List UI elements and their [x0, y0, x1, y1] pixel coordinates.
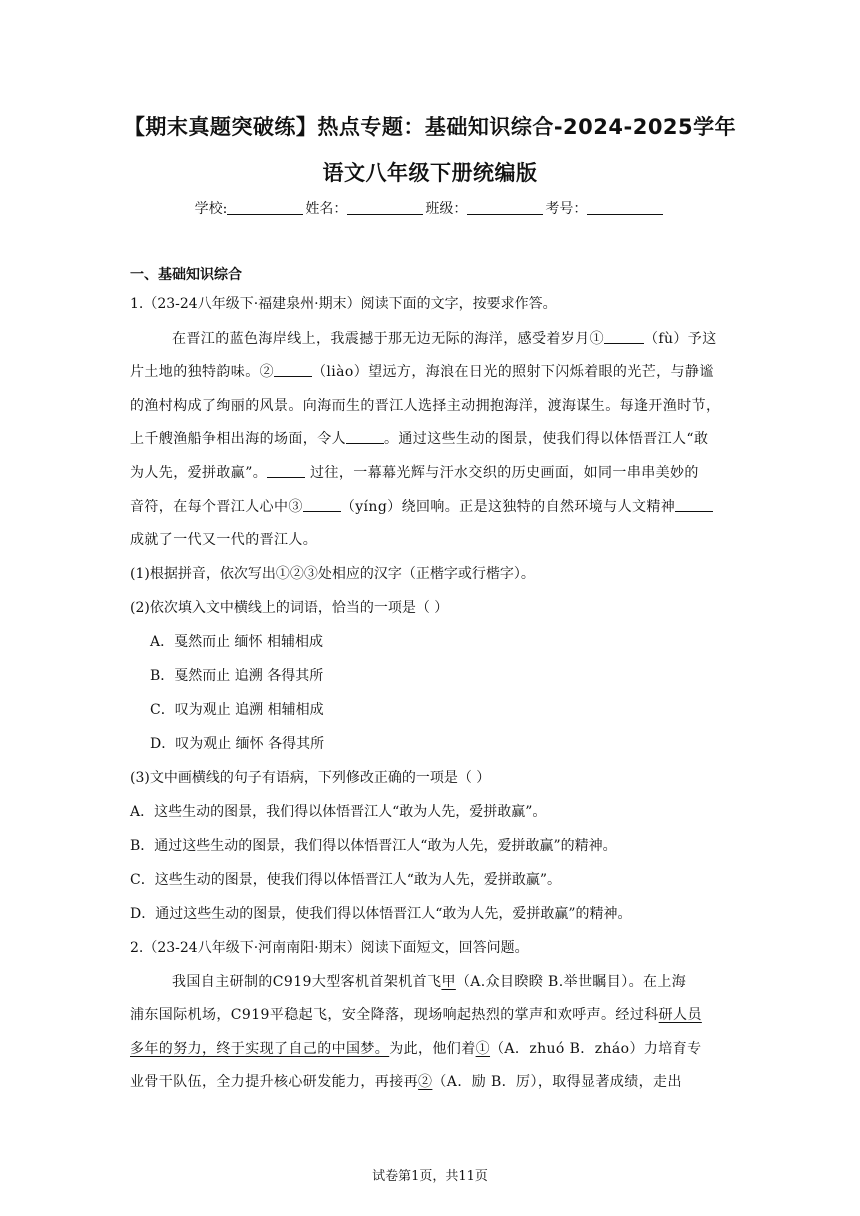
blank-fill: [267, 464, 305, 478]
q1-option-c: C．叹为观止 追溯 相辅相成: [150, 702, 324, 718]
text-span: 上千艘渔船争相出海的场面，令人: [130, 431, 346, 447]
q1-passage-line: [130, 428, 730, 448]
school-blank[interactable]: [227, 200, 303, 215]
underlined-sentence: 研人员: [658, 1007, 702, 1023]
text-span: （liào）望远方，海浪在日光的照射下闪烁着眼的光芒，与静谧: [312, 364, 714, 380]
q1-sub3-option-a: A．这些生动的图景，我们得以体悟晋江人“敢为人先，爱拼敢赢”。: [130, 804, 547, 820]
mark-jia: 甲: [441, 974, 456, 990]
underlined-sentence: 多年的努力，终于实现了自己的中国梦。: [130, 1041, 390, 1057]
q1-passage-line: [130, 361, 730, 381]
exam-title-line2: 语文八年级下册统编版: [322, 161, 538, 185]
blank-fill: [346, 430, 384, 444]
text-span: （fù）予这: [644, 331, 717, 347]
q1-passage-line: [172, 328, 772, 348]
mark-1: ①: [475, 1041, 491, 1057]
q1-sub3-option-b: B．通过这些生动的图景，我们得以体悟晋江人“敢为人先，爱拼敢赢”的精神。: [130, 838, 617, 854]
blank-1: [604, 330, 644, 344]
blank-fill: [675, 498, 713, 512]
q1-passage-line: 的渔村构成了绚丽的风景。向海而生的晋江人选择主动拥抱海洋，渡海谋生。每逢开渔时节，: [130, 398, 721, 414]
q2-passage-line: [130, 1004, 730, 1024]
q2-passage-line: [130, 1071, 730, 1091]
q2-stem: 2.（23-24八年级下·河南南阳·期末）阅读下面短文，回答问题。: [130, 940, 529, 956]
class-blank[interactable]: [467, 200, 543, 215]
q1-sub3-option-d: D．通过这些生动的图景，使我们得以体悟晋江人“敢为人先，爱拼敢赢”的精神。: [130, 906, 632, 922]
text-span: 浦东国际机场，C919平稳起飞，安全降落，现场响起热烈的掌声和欢呼声。经过科: [130, 1007, 659, 1023]
q1-stem: 1.（23-24八年级下·福建泉州·期末）阅读下面的文字，按要求作答。: [130, 296, 557, 312]
text-span: 音符，在每个晋江人心中③: [130, 499, 303, 515]
exam-no-label: 考号：: [545, 201, 588, 217]
exam-no-blank[interactable]: [587, 200, 663, 215]
text-span: 为此，他们着: [389, 1041, 476, 1057]
student-info-row: [0, 198, 860, 218]
text-span: 业骨干队伍，全力提升核心研发能力，再接再: [130, 1074, 418, 1090]
q1-sub1: (1)根据拼音，依次写出①②③处相应的汉字（正楷字或行楷字）。: [130, 566, 535, 582]
q1-sub2: (2)依次填入文中横线上的词语，恰当的一项是（ ）: [130, 600, 449, 616]
text-span: （A.众目睽睽 B.举世瞩目）。在上海: [455, 974, 687, 990]
class-label: 班级：: [425, 201, 468, 217]
text-span: （yíng）绕回响。正是这独特的自然环境与人文精神: [340, 499, 676, 515]
page-footer: 试卷第1页，共11页: [372, 1169, 488, 1184]
q2-passage-line: [172, 971, 772, 991]
q1-passage-line: [130, 462, 730, 482]
q1-sub3-option-c: C．这些生动的图景，使我们得以体悟晋江人“敢为人先，爱拼敢赢”。: [130, 872, 562, 888]
q2-passage-line: [130, 1038, 730, 1058]
mark-2: ②: [418, 1074, 433, 1090]
q1-passage-line: [130, 496, 730, 516]
text-span: 片土地的独特韵味。②: [130, 364, 274, 380]
q1-passage-line: 成就了一代又一代的晋江人。: [130, 532, 318, 548]
q1-option-b: B．戛然而止 追溯 各得其所: [150, 668, 324, 684]
text-span: 我国自主研制的C919大型客机首架机首飞: [172, 974, 442, 990]
q1-option-d: D．叹为观止 缅怀 各得其所: [150, 736, 325, 752]
exam-title-line1: 【期末真题突破练】热点专题：基础知识综合-2024-2025学年: [123, 115, 737, 139]
blank-3: [303, 498, 341, 512]
text-span: 过往，一幕幕光辉与汗水交织的历史画面，如同一串串美妙的: [305, 465, 699, 481]
text-span: 在晋江的蓝色海岸线上，我震撼于那无边无际的海洋，感受着岁月①: [172, 331, 604, 347]
text-span: （A．励 B．厉），取得显著成绩，走出: [432, 1074, 682, 1090]
blank-2: [274, 363, 312, 377]
name-label: 姓名：: [305, 201, 348, 217]
text-span: （A．zhuó B．zháo）力培育专: [490, 1041, 702, 1057]
q1-sub3: (3)文中画横线的句子有语病，下列修改正确的一项是（ ）: [130, 770, 491, 786]
q1-option-a: A．戛然而止 缅怀 相辅相成: [150, 634, 324, 650]
text-span: 。通过这些生动的图景，使我们得以体悟晋江人“敢: [384, 431, 709, 447]
text-span: 为人先，爱拼敢赢”。: [130, 465, 268, 481]
name-blank[interactable]: [347, 200, 423, 215]
section-title: 一、基础知识综合: [130, 267, 242, 283]
school-label: 学校:: [194, 201, 228, 217]
